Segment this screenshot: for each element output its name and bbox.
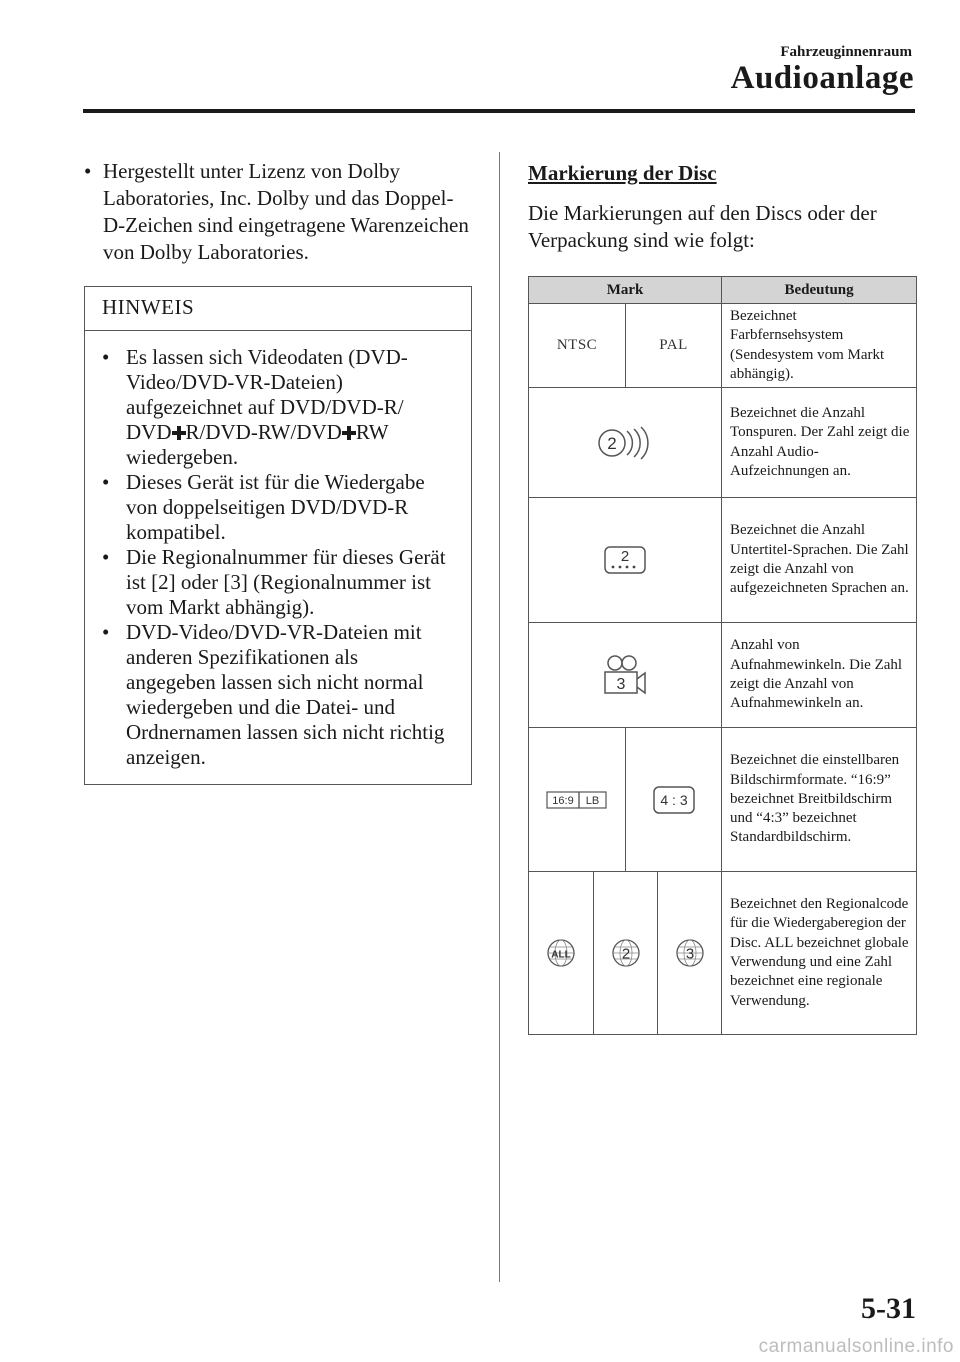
table-header-row <box>529 277 917 304</box>
letterbox-label: LB <box>585 794 600 807</box>
globe-all-icon <box>545 937 577 969</box>
region-2-mark <box>594 872 658 1035</box>
widescreen-label: 16:9 <box>552 794 574 807</box>
audio-tracks-icon <box>594 424 656 462</box>
section-title: Markierung der Disc <box>528 161 717 185</box>
standard-icon <box>651 784 697 816</box>
audio-tracks-number: 2 <box>607 433 617 453</box>
section-intro: Die Markierungen auf den Discs oder der Verpackung sind wie folgt: <box>528 201 877 252</box>
meaning-cell: Bezeichnet Farbfernsehsystem (Sendesystem vom Markt abhängig). <box>722 304 917 388</box>
subtitle-icon <box>603 543 647 577</box>
plus-icon <box>173 426 185 440</box>
watermark: carmanualsonline.info <box>758 1336 954 1357</box>
plus-icon <box>343 426 355 440</box>
note-item-2-text: Dieses Gerät ist für die Wiedergabe von doppelseitigen DVD/DVD-R kompatibel. <box>126 470 425 544</box>
right-column <box>528 158 916 254</box>
widescreen-mark <box>529 728 626 872</box>
region-all-label: ALL <box>551 949 571 961</box>
dolby-text: Hergestellt unter Lizenz von Dolby Laboratories, Inc. Dolby und das Doppel-D-Zeichen sind eingetragene Warenzeichen von Dolby Laboratories. <box>103 159 469 264</box>
meaning-cell: Anzahl von Aufnahmewinkeln. Die Zahl zeigt die Anzahl von Aufnahmewinkeln an. <box>722 623 917 728</box>
globe-2-icon <box>610 937 642 969</box>
note-item-1-text-a: Es lassen sich Videodaten (DVD-Video/DVD-VR-Dateien) aufgezeichnet auf DVD/DVD-R/ DVD <box>126 345 408 444</box>
note-item-3 <box>102 545 451 620</box>
disc-marks-table <box>528 276 917 1035</box>
ntsc-mark: NTSC <box>529 304 626 388</box>
bullet-dot: • <box>102 545 110 569</box>
note-item-1 <box>102 345 451 470</box>
header-rule <box>83 109 915 113</box>
globe-3-icon <box>674 937 706 969</box>
camera-angle-number: 3 <box>616 676 626 693</box>
region-3-mark <box>658 872 722 1035</box>
region-all-mark <box>529 872 594 1035</box>
meaning-cell: Bezeichnet die Anzahl Tonspuren. Der Zahl zeigt die Anzahl Audio-Aufzeichnungen an. <box>722 388 917 498</box>
meaning-cell: Bezeichnet die Anzahl Untertitel-Sprachen. Die Zahl zeigt die Anzahl von aufgezeichneten Sprachen an. <box>722 498 917 623</box>
col-header-meaning: Bedeutung <box>722 277 917 304</box>
subtitle-number: 2 <box>620 548 630 565</box>
page-number: 5-31 <box>861 1292 916 1325</box>
table-row <box>529 498 917 623</box>
table-row <box>529 872 917 1035</box>
dolby-bullet <box>84 158 472 266</box>
bullet-dot: • <box>102 345 110 369</box>
bullet-dot: • <box>102 620 110 644</box>
note-item-1-text-b: R/DVD-RW/DVD <box>185 420 342 444</box>
table-row <box>529 728 917 872</box>
note-title: HINWEIS <box>85 287 471 331</box>
note-item-1-text-c: RW wiedergeben. <box>126 420 389 469</box>
table-row <box>529 623 917 728</box>
col-header-mark: Mark <box>529 277 722 304</box>
note-item-3-text: Die Regionalnummer für dieses Gerät ist [2] oder [3] (Regionalnummer ist vom Markt abhängig). <box>126 545 446 619</box>
table-row <box>529 388 917 498</box>
subtitle-mark <box>529 498 722 623</box>
camera-angle-icon <box>601 653 649 697</box>
note-item-4 <box>102 620 451 770</box>
pal-mark: PAL <box>626 304 722 388</box>
standard-mark <box>626 728 722 872</box>
audio-tracks-mark <box>529 388 722 498</box>
note-box <box>84 286 472 785</box>
region-2-label: 2 <box>621 945 630 963</box>
meaning-cell: Bezeichnet den Regionalcode für die Wiedergaberegion der Disc. ALL bezeichnet globale Verwendung und eine Zahl bezeichnet eine regionale Verwendung. <box>722 872 917 1035</box>
left-column <box>84 158 472 785</box>
camera-angle-mark <box>529 623 722 728</box>
note-item-4-text: DVD-Video/DVD-VR-Dateien mit anderen Spezifikationen als angegeben lassen sich nicht normal wiedergeben und die Datei- und Ordnernamen lassen sich nicht richtig anzeigen. <box>126 620 445 769</box>
table-row <box>529 304 917 388</box>
bullet-dot: • <box>102 470 110 494</box>
meaning-cell: Bezeichnet die einstellbaren Bildschirmformate. “16:9” bezeichnet Breitbildschirm und “4:3” bezeichnet Standardbildschirm. <box>722 728 917 872</box>
region-3-label: 3 <box>685 945 694 963</box>
note-body <box>85 331 471 784</box>
column-divider <box>499 152 500 1282</box>
bullet-dot: • <box>84 159 92 183</box>
page-title: Audioanlage <box>730 60 914 96</box>
header-section-label: Fahrzeuginnenraum <box>780 44 912 60</box>
widescreen-icon <box>545 789 609 811</box>
note-item-2 <box>102 470 451 545</box>
standard-label: 4 : 3 <box>659 791 688 808</box>
